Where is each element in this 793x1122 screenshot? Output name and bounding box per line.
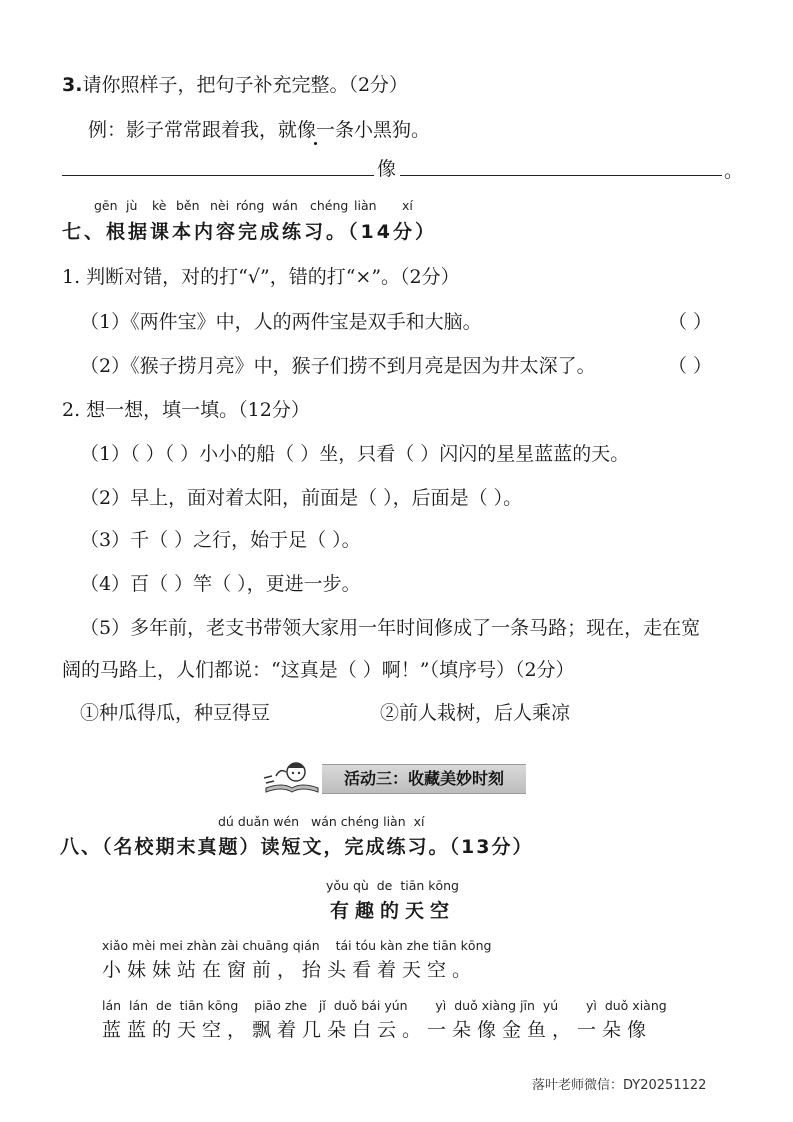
activity-banner: 活动三：收藏美妙时刻 — [322, 764, 526, 794]
s7-q1-title: 1. 判断对错，对的打“√”，错的打“×”。（2分） — [62, 266, 460, 288]
s7-q2-item5-line1: （5）多年前，老支书带领大家用一年时间修成了一条马路；现在，走在宽 — [80, 617, 701, 639]
s7-q2-item5-line2: 阔的马路上，人们都说：“这真是（ ）啊！”（填序号）（2分） — [62, 659, 575, 681]
footer-contact: 落叶老师微信：DY20251122 — [532, 1078, 707, 1093]
s8-pinyin: dú duǎn wén wán chéng liàn xí — [218, 814, 425, 829]
answer-paren-1[interactable]: （ ） — [668, 311, 713, 333]
section-7-title: 七、根据课本内容完成练习。（14分） — [62, 221, 437, 243]
answer-line-right[interactable] — [400, 175, 722, 176]
pinyin: wán — [272, 198, 298, 213]
pinyin: běn — [176, 198, 200, 213]
s7-q2-item4: （4）百（ ）竿（ ），更进一步。 — [80, 573, 361, 595]
q3-heading — [62, 70, 408, 97]
pinyin: liàn — [354, 198, 377, 213]
q3-number: 3. — [62, 74, 83, 96]
story-title: 有趣的天空 — [330, 900, 456, 922]
story-line1: 小妹妹站在窗前，抬头看着天空。 — [102, 959, 478, 981]
pinyin: gēn — [94, 198, 118, 213]
s7-q1-item1: （1）《两件宝》中，人的两件宝是双手和大脑。 — [80, 311, 482, 333]
pinyin: chéng — [310, 198, 349, 213]
q3-fill-mid: 像 — [377, 158, 397, 180]
story-title-pinyin: yǒu qù de tiān kōng — [326, 878, 459, 893]
story-line2: 蓝蓝的天空，飘着几朵白云。一朵像金鱼，一朵像 — [102, 1019, 653, 1041]
option-1: ①种瓜得瓜，种豆得豆 — [80, 702, 271, 724]
s7-q2-item3: （3）千（ ）之行，始于足（ ）。 — [80, 529, 361, 551]
s7-q2-title: 2. 想一想，填一填。（12分） — [62, 399, 310, 421]
reading-child-icon — [262, 756, 324, 796]
q3-prompt: 请你照样子，把句子补充完整。（2分） — [82, 74, 409, 96]
s7-q2-item2: （2）早上，面对着太阳，前面是（ ），后面是（ ）。 — [80, 487, 523, 509]
pinyin: róng — [236, 198, 265, 213]
story-line2-pinyin: lán lán de tiān kōng piāo zhe jǐ duǒ bái yún yì duǒ xiàng jīn yú yì duǒ xiàng — [102, 998, 667, 1013]
pinyin: jù — [126, 198, 138, 213]
pinyin: nèi — [210, 198, 230, 213]
q3-example: 例：影子常常跟着我，就像一条小黑狗。 — [88, 119, 431, 141]
pinyin: kè — [152, 198, 167, 213]
s7-q2-item1: （1）（ ）（ ）小小的船（ ）坐，只看（ ）闪闪的星星蓝蓝的天。 — [80, 443, 630, 465]
pinyin: xí — [402, 198, 413, 213]
story-line1-pinyin: xiǎo mèi mei zhàn zài chuāng qián tái tóu kàn zhe tiān kōng — [102, 938, 492, 953]
answer-paren-2[interactable]: （ ） — [668, 355, 713, 377]
emphasis-dot — [314, 142, 317, 145]
option-2: ②前人栽树，后人乘凉 — [380, 702, 571, 724]
q3-fill-end: 。 — [724, 160, 744, 182]
answer-line-left[interactable] — [62, 175, 374, 176]
s7-q1-item2: （2）《猴子捞月亮》中，猴子们捞不到月亮是因为井太深了。 — [80, 355, 596, 377]
section-8-title: 八、（名校期末真题）读短文，完成练习。（13分） — [60, 836, 534, 858]
